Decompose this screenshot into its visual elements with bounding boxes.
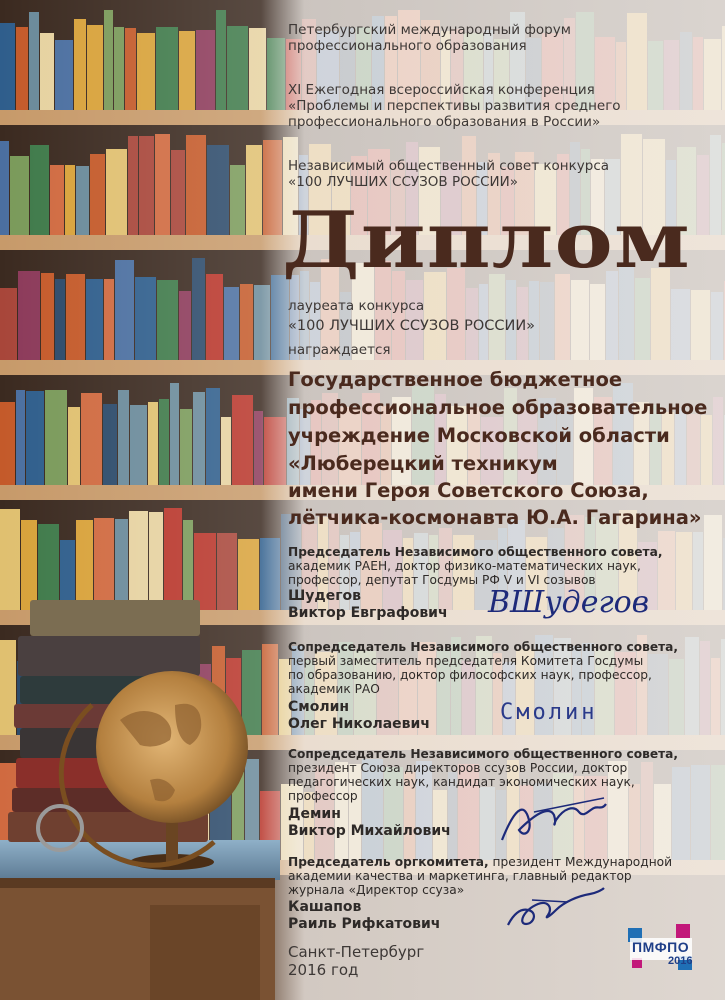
signatory1-surname: Шудегов <box>288 588 362 604</box>
signatory4-role: Председатель оргкомитета, президент Международной <box>288 855 673 869</box>
signatory1-role: Председатель Независимого общественного совета, <box>288 545 663 559</box>
signatory3-details2: педагогических наук, кандидат экономических наук, <box>288 775 635 789</box>
forum-name-line1: Петербургский международный форум <box>288 22 571 38</box>
organization-line4: «Люберецкий техникум <box>288 452 558 475</box>
organization-line5: имени Героя Советского Союза, <box>288 479 649 502</box>
signatory3-signature <box>494 790 614 850</box>
signatory4-details2: журнала «Директор ссуза» <box>288 883 465 897</box>
signatory2-details3: академик РАО <box>288 682 380 696</box>
conference-line2: «Проблемы и перспективы развития среднего <box>288 98 621 114</box>
logo-text: ПМФПО <box>632 939 690 955</box>
signatory3-role: Сопредседатель Независимого общественного совета, <box>288 747 679 761</box>
laureate-line1: лауреата конкурса <box>288 298 425 314</box>
organization-line6: лётчика-космонавта Ю.А. Гагарина» <box>288 506 702 529</box>
signatory2-role: Сопредседатель Независимого общественного совета, <box>288 640 679 654</box>
signatory3-details3: профессор <box>288 789 358 803</box>
forum-name-line2: профессионального образования <box>288 38 527 54</box>
conference-line3: профессионального образования в России» <box>288 114 601 130</box>
city: Санкт-Петербург <box>288 943 425 961</box>
diploma-title: Диплом <box>282 195 691 286</box>
signatory2-given: Олег Николаевич <box>288 716 430 732</box>
council-line2: «100 ЛУЧШИХ ССУЗОВ РОССИИ» <box>288 174 519 190</box>
logo-year: 2016 <box>668 955 693 967</box>
signatory3-given: Виктор Михайлович <box>288 823 451 839</box>
organization-line2: профессиональное образовательное <box>288 396 708 419</box>
year: 2016 год <box>288 961 359 979</box>
awarded-label: награждается <box>288 342 391 358</box>
signatory2-details2: по образованию, доктор философских наук, профессор, <box>288 668 652 682</box>
signatory2-signature: Смолин <box>500 700 598 725</box>
signatory2-surname: Смолин <box>288 699 350 715</box>
signatory4-given: Раиль Рифкатович <box>288 916 441 932</box>
organization-line3: учреждение Московской области <box>288 424 670 447</box>
signatory1-signature: ВШудегов <box>488 585 650 620</box>
signatory4-surname: Кашапов <box>288 899 362 915</box>
organization-line1: Государственное бюджетное <box>288 368 623 391</box>
signatory3-details1: президент Союза директоров ссузов России, доктор <box>288 761 628 775</box>
signatory4-details1: академии качества и маркетинга, главный редактор <box>288 869 632 883</box>
council-line1: Независимый общественный совет конкурса <box>288 158 610 174</box>
signatory3-surname: Демин <box>288 806 341 822</box>
pmfpo-logo <box>626 922 696 974</box>
signatory2-details1: первый заместитель председателя Комитета Госдумы <box>288 654 644 668</box>
conference-line1: XI Ежегодная всероссийская конференция <box>288 82 595 98</box>
signatory1-given: Виктор Евграфович <box>288 605 448 621</box>
laureate-line2: «100 ЛУЧШИХ ССУЗОВ РОССИИ» <box>288 318 536 334</box>
signatory1-details2: профессор, депутат Госдумы РФ V и VI созывов <box>288 573 596 587</box>
signatory1-details1: академик РАЕН, доктор физико-математических наук, <box>288 559 641 573</box>
signatory4-signature <box>498 880 608 935</box>
